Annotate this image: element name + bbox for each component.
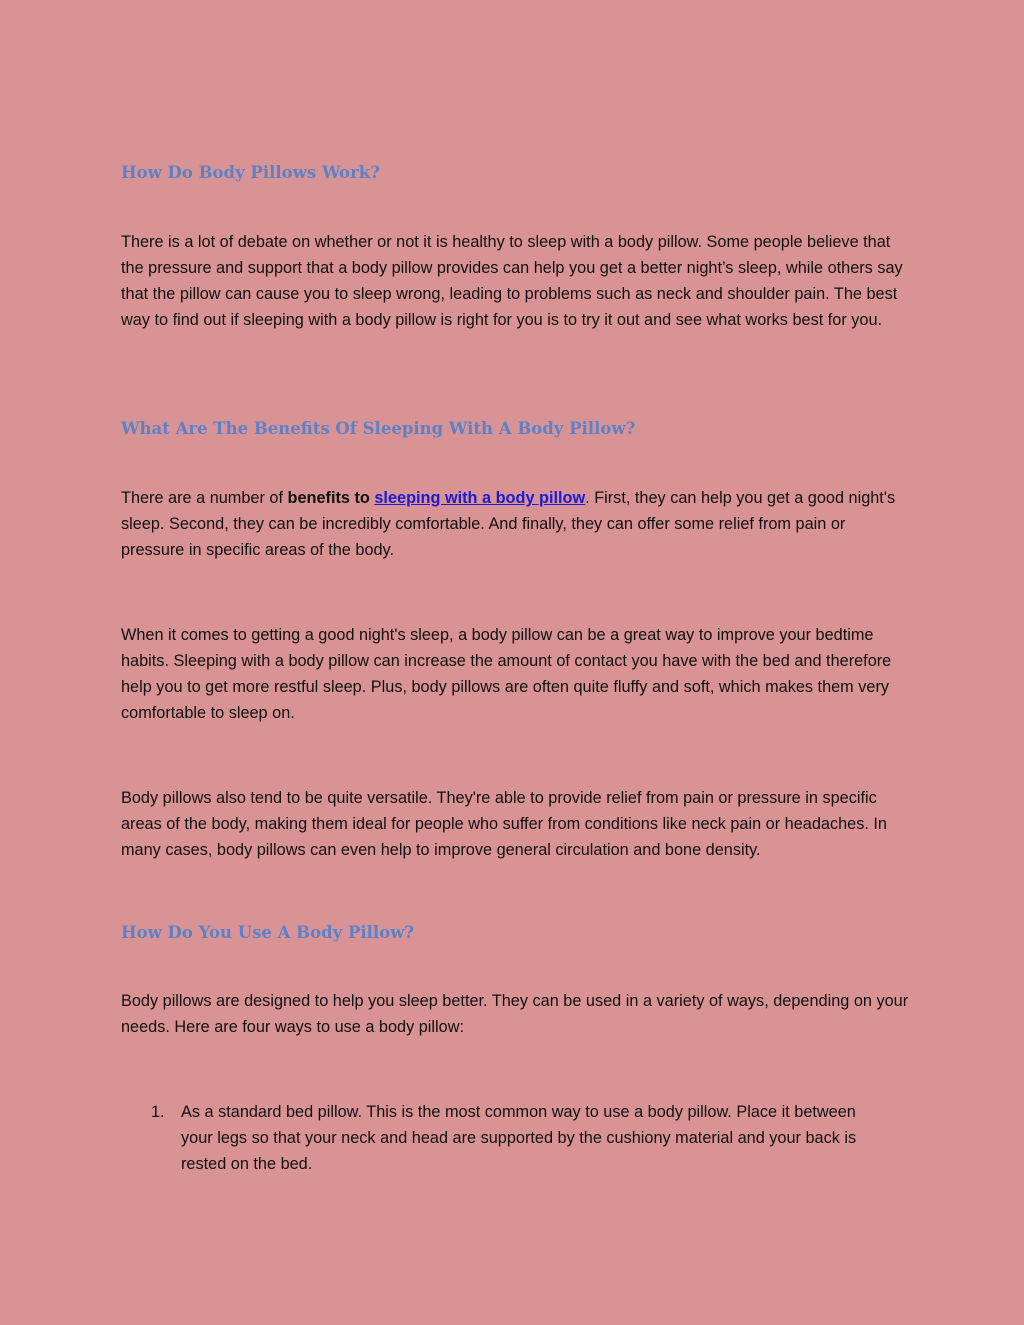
list-item-number: 1.: [151, 1103, 165, 1121]
heading-benefits: What Are The Benefits Of Sleeping With A Body Pillow?: [121, 419, 636, 438]
benefits-prefix-text: There are a number of: [121, 489, 288, 507]
heading-how-body-pillows-work: How Do Body Pillows Work?: [121, 163, 380, 182]
list-item-text: As a standard bed pillow. This is the most common way to use a body pillow. Place it between your legs so that your neck and head are supported by the cushiony material and your back is rested on the bed.: [181, 1103, 857, 1173]
paragraph-debate: There is a lot of debate on whether or not it is healthy to sleep with a body pillow. Some people believe that the pressure and support that a body pillow provides can help you get a better night’s sleep, while others say that the pillow can cause you to sleep wrong, leading to problems such as neck and shoulder pain. The best way to find out if sleeping with a body pillow is right for you is to try it out and see what works best for you.: [121, 233, 903, 329]
paragraph-benefits: [121, 485, 911, 563]
sleeping-with-body-pillow-link[interactable]: sleeping with a body pillow: [374, 489, 586, 507]
paragraph-good-night-sleep: When it comes to getting a good night's sleep, a body pillow can be a great way to improve your bedtime habits. Sleeping with a body pillow can increase the amount of contact you have with the bed and therefore help you to get more restful sleep. Plus, body pillows are often quite fluffy and soft, which makes them very comfortable to sleep on.: [121, 626, 892, 722]
heading-how-to-use: How Do You Use A Body Pillow?: [121, 923, 415, 942]
benefits-bold-text: benefits to: [287, 489, 375, 507]
paragraph-versatile: Body pillows also tend to be quite versatile. They're able to provide relief from pain or pressure in specific areas of the body, making them ideal for people who suffer from conditions like neck pain or headaches. In many cases, body pillows can even help to improve general circulation and bone density.: [121, 789, 887, 859]
paragraph-designed-to-help: Body pillows are designed to help you sleep better. They can be used in a variety of ways, depending on your needs. Here are four ways to use a body pillow:: [121, 992, 909, 1036]
benefits-suffix-text: . First, they can help you get a good night's sleep. Second, they can be incredibly comfortable. And finally, they can offer some relief from pain or pressure in specific areas of the body.: [121, 489, 896, 559]
